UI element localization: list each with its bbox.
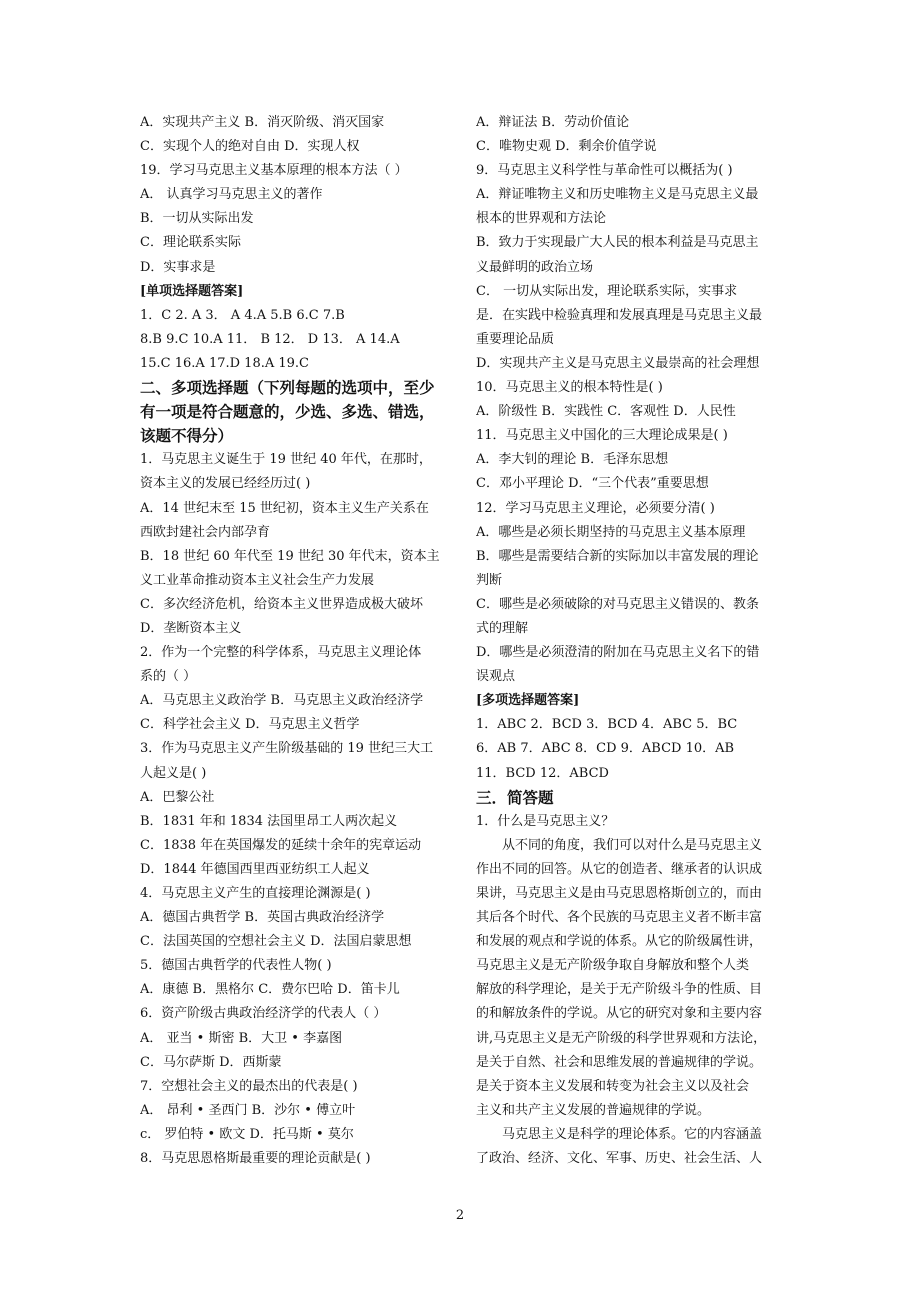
text-line: 6．资产阶级古典政治经济学的代表人（ ） bbox=[140, 1006, 387, 1022]
text-line: C．理论联系实际 bbox=[140, 235, 241, 251]
text-line: C．科学社会主义 D．马克思主义哲学 bbox=[140, 717, 360, 733]
text-line: D．哪些是必须澄清的附加在马克思主义名下的错 bbox=[476, 645, 760, 661]
paragraph-line: 其后各个时代、各个民族的马克思主义者不断丰富 bbox=[476, 910, 763, 926]
answer-line: 15.C 16.A 17.D 18.A 19.C bbox=[140, 355, 309, 371]
text-line: C．法国英国的空想社会主义 D．法国启蒙思想 bbox=[140, 934, 412, 950]
paragraph-line: 了政治、经济、文化、军事、历史、社会生活、人 bbox=[476, 1151, 763, 1167]
text-line: 误观点 bbox=[476, 669, 516, 685]
text-line: 9．马克思主义科学性与革命性可以概括为( ) bbox=[476, 163, 733, 179]
text-line: 2．作为一个完整的科学体系，马克思主义理论体 bbox=[140, 645, 422, 661]
text-line: B．18 世纪 60 年代至 19 世纪 30 年代末，资本主 bbox=[140, 548, 440, 564]
text-line: B．1831 年和 1834 法国里昂工人两次起义 bbox=[140, 813, 398, 829]
text-line: 11．马克思主义中国化的三大理论成果是( ) bbox=[476, 428, 728, 444]
text-line: A．辩证法 B．劳动价值论 bbox=[476, 115, 630, 130]
text-line: C．马尔萨斯 D．西斯蒙 bbox=[140, 1054, 282, 1070]
answer-line: 1．C 2. A 3． A 4.A 5.B 6.C 7.B bbox=[140, 307, 345, 323]
text-line: 判断 bbox=[476, 572, 503, 588]
text-line: 3．作为马克思主义产生阶级基础的 19 世纪三大工 bbox=[140, 741, 434, 757]
answer-line: 6．AB 7．ABC 8．CD 9．ABCD 10．AB bbox=[476, 741, 735, 757]
answer-line: 1．ABC 2．BCD 3．BCD 4．ABC 5．BC bbox=[476, 717, 738, 733]
paragraph-line: 马克思主义是无产阶级争取自身解放和整个人类 bbox=[476, 958, 750, 974]
text-line: D．1844 年德国西里西亚纺织工人起义 bbox=[140, 861, 370, 877]
text-line: 10．马克思主义的根本特性是( ) bbox=[476, 380, 663, 396]
text-line: A．德国古典哲学 B．英国古典政治经济学 bbox=[140, 910, 385, 926]
text-line: A． 昂利 • 圣西门 B．沙尔 • 傅立叶 bbox=[140, 1102, 356, 1118]
text-line: 5．德国古典哲学的代表性人物( ) bbox=[140, 958, 332, 974]
text-line: A．李大钊的理论 B．毛泽东思想 bbox=[476, 452, 669, 468]
answer-line: 8.B 9.C 10.A 11． B 12． D 13． A 14.A bbox=[140, 331, 400, 347]
multi-choice-answers-title: [多项选择题答案] bbox=[476, 693, 580, 709]
text-line: B．哪些是需要结合新的实际加以丰富发展的理论 bbox=[476, 548, 759, 564]
section-heading: 二、多项选择题（下列每题的选项中，至少 bbox=[140, 378, 435, 398]
text-line: c． 罗伯特 • 欧文 D．托马斯 • 莫尔 bbox=[140, 1126, 354, 1142]
text-line: C． 一切从实际出发，理论联系实际，实事求 bbox=[476, 283, 738, 299]
text-line: 重要理论品质 bbox=[476, 331, 555, 347]
text-line: B．一切从实际出发 bbox=[140, 211, 254, 227]
text-line: A． 认真学习马克思主义的著作 bbox=[140, 187, 323, 203]
text-line: C．哪些是必须破除的对马克思主义错误的、教条 bbox=[476, 596, 759, 612]
text-line: C．多次经济危机，给资本主义世界造成极大破坏 bbox=[140, 596, 423, 612]
page-number: 2 bbox=[455, 1208, 465, 1223]
text-line: 资本主义的发展已经经历过( ) bbox=[140, 476, 311, 492]
text-line: A．康德 B．黑格尔 C．费尔巴哈 D．笛卡儿 bbox=[140, 982, 400, 998]
text-line: D．实现共产主义是马克思主义最崇高的社会理想 bbox=[476, 355, 760, 371]
text-line: A．实现共产主义 B．消灭阶级、消灭国家 bbox=[140, 115, 385, 130]
text-line: A．14 世纪末至 15 世纪初，资本主义生产关系在 bbox=[140, 500, 429, 516]
text-line: A．巴黎公社 bbox=[140, 789, 215, 805]
answer-line: 11．BCD 12．ABCD bbox=[476, 765, 609, 781]
text-line: A．辩证唯物主义和历史唯物主义是马克思主义最 bbox=[476, 187, 759, 203]
text-line: B．致力于实现最广大人民的根本利益是马克思主 bbox=[476, 235, 759, 251]
paragraph-line: 解放的科学理论，是关于无产阶级斗争的性质、目 bbox=[476, 982, 763, 998]
text-line: 8．马克思恩格斯最重要的理论贡献是( ) bbox=[140, 1151, 371, 1167]
text-line: 7．空想社会主义的最杰出的代表是( ) bbox=[140, 1078, 358, 1094]
text-line: C．邓小平理论 D．“三个代表”重要思想 bbox=[476, 476, 709, 492]
section-heading: 该题不得分） bbox=[140, 426, 234, 446]
question-line: 1．什么是马克思主义？ bbox=[476, 813, 615, 829]
text-line: C．实现个人的绝对自由 D．实现人权 bbox=[140, 139, 360, 155]
paragraph-line: 是关于资本主义发展和转变为社会主义以及社会 bbox=[476, 1078, 750, 1094]
paragraph-line: 从不同的角度，我们可以对什么是马克思主义 bbox=[502, 837, 763, 853]
paragraph-line: 果讲，马克思主义是由马克思恩格斯创立的，而由 bbox=[476, 886, 763, 901]
text-line: 人起义是( ) bbox=[140, 765, 207, 781]
text-line: A．哪些是必须长期坚持的马克思主义基本原理 bbox=[476, 524, 746, 540]
text-line: 式的理解 bbox=[476, 620, 529, 636]
text-line: 12．学习马克思主义理论，必须要分清( ) bbox=[476, 500, 715, 516]
paragraph-line: 是关于自然、社会和思维发展的普遍规律的学说。 bbox=[476, 1054, 763, 1070]
text-line: 19．学习马克思主义基本原理的根本方法（ ） bbox=[140, 163, 408, 179]
text-line: A．马克思主义政治学 B．马克思主义政治经济学 bbox=[140, 693, 424, 709]
paragraph-line: 的和解放条件的学说。从它的研究对象和主要内容 bbox=[476, 1006, 763, 1022]
text-line: 1．马克思主义诞生于 19 世纪 40 年代，在那时， bbox=[140, 452, 432, 468]
paragraph-line: 讲,马克思主义是无产阶级的科学世界观和方法论， bbox=[476, 1030, 767, 1046]
text-line: 义最鲜明的政治立场 bbox=[476, 259, 594, 275]
single-choice-answers-title: [单项选择题答案] bbox=[140, 283, 244, 299]
text-line: C．1838 年在英国爆发的延续十余年的宪章运动 bbox=[140, 837, 422, 853]
paragraph-line: 作出不同的回答。从它的创造者、继承者的认识成 bbox=[476, 861, 763, 877]
paragraph-line: 主义和共产主义发展的普遍规律的学说。 bbox=[476, 1102, 711, 1118]
text-line: D．垄断资本主义 bbox=[140, 620, 242, 636]
text-line: 是．在实践中检验真理和发展真理是马克思主义最 bbox=[476, 307, 763, 323]
paragraph-line: 马克思主义是科学的理论体系。它的内容涵盖 bbox=[502, 1126, 763, 1142]
left-column bbox=[140, 111, 445, 1171]
section-heading: 有一项是符合题意的，少选、多选、错选， bbox=[140, 402, 435, 422]
text-line: A．阶级性 B．实践性 C．客观性 D．人民性 bbox=[476, 404, 736, 420]
text-line: 根本的世界观和方法论 bbox=[476, 211, 607, 227]
right-column bbox=[476, 111, 781, 1171]
text-line: 义工业革命推动资本主义社会生产力发展 bbox=[140, 572, 375, 588]
text-line: 西欧封建社会内部孕育 bbox=[140, 524, 271, 540]
paragraph-line: 和发展的观点和学说的体系。从它的阶级属性讲， bbox=[476, 934, 763, 950]
text-line: D．实事求是 bbox=[140, 259, 216, 275]
text-line: 系的（ ） bbox=[140, 669, 197, 685]
text-line: 4．马克思主义产生的直接理论渊源是( ) bbox=[140, 886, 371, 901]
text-line: A． 亚当 • 斯密 B．大卫 • 李嘉图 bbox=[140, 1030, 343, 1046]
section-heading: 三．简答题 bbox=[476, 787, 554, 807]
text-line: C．唯物史观 D．剩余价值学说 bbox=[476, 139, 657, 155]
